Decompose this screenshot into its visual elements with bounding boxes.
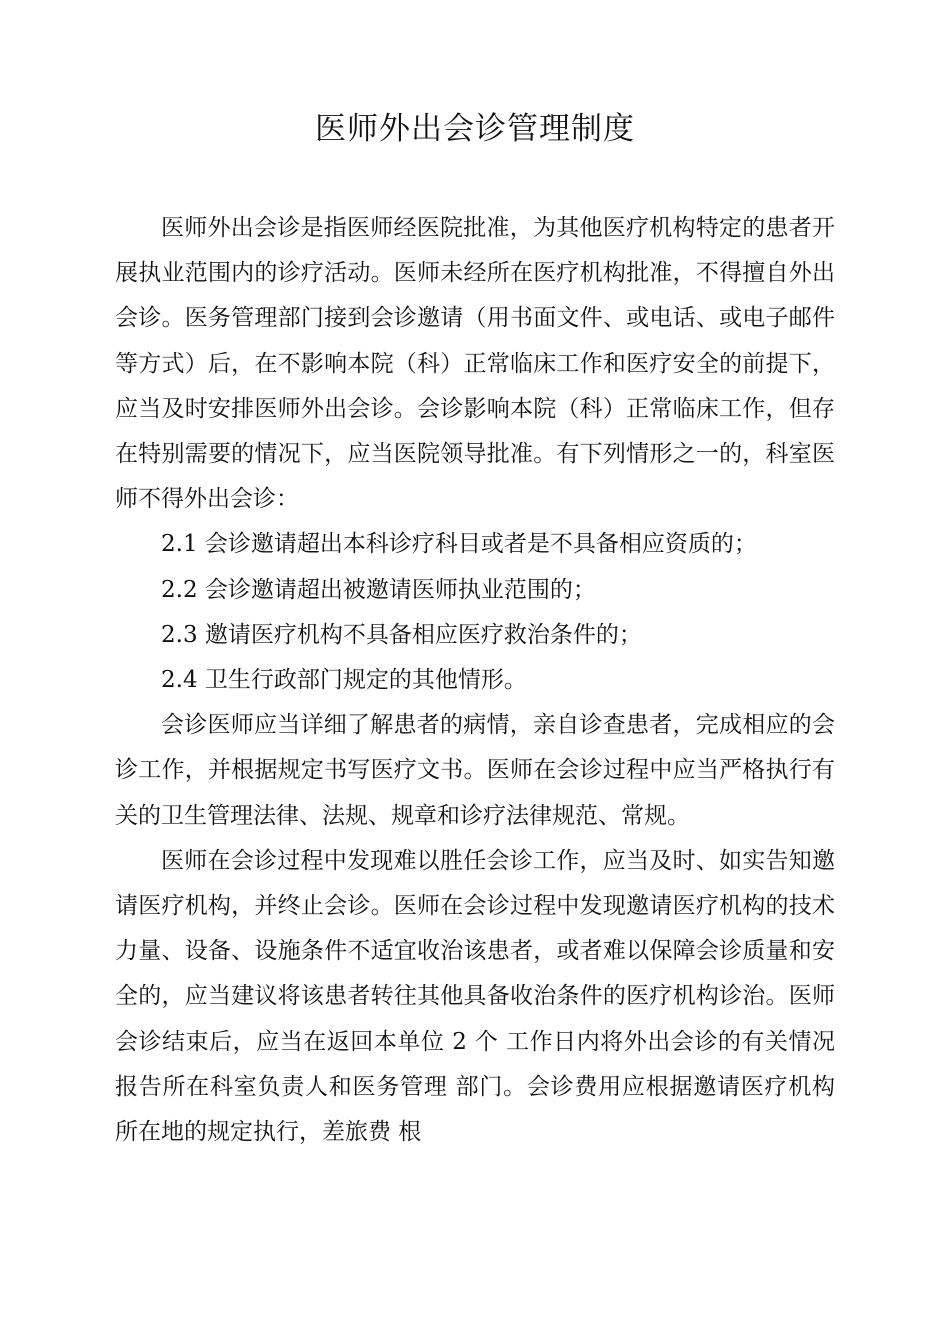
list-item-2-3: 2.3 邀请医疗机构不具备相应医疗救治条件的；: [161, 621, 642, 648]
list-item-2-4: 2.4 卫生行政部门规定的其他情形。: [161, 667, 527, 694]
document-title: 医师外出会诊管理制度: [315, 111, 635, 147]
list-item-2-1: 2.1 会诊邀请超出本科诊疗科目或者是不具备相应资质的；: [161, 531, 757, 558]
paragraph-consultation-termination: 医师在会诊过程中发现难以胜任会诊工作，应当及时、如实告知邀请医疗机构，并终止会诊。医师在会诊过程中发现邀请医疗机构的技术力量、设备、设施条件不适宜收治该患者，或者难以保障会诊质量和安全的，应当建议将该患者转往其他具备收治条件的医疗机构诊治。医师会诊结束后，应当在返回本单位 2 个 工作日内将外出会诊的有关情况报告所在科室负责人和医务管理 部门。会诊费用应根据邀请医疗机构所在地的规定执行，差旅费 根: [115, 847, 835, 1146]
paragraph-intro: 医师外出会诊是指医师经医院批准，为其他医疗机构特定的患者开展执业范围内的诊疗活动。医师未经所在医疗机构批准，不得擅自外出会诊。医务管理部门接到会诊邀请（用书面文件、或电话、或电子邮件等方式）后，在不影响本院（科）正常临床工作和医疗安全的前提下，应当及时安排医师外出会诊。会诊影响本院（科）正常临床工作，但存在特别需要的情况下，应当医院领导批准。有下列情形之一的，科室医师不得外出会诊：: [115, 215, 835, 513]
paragraph-consultation-duties: 会诊医师应当详细了解患者的病情，亲自诊查患者，完成相应的会诊工作，并根据规定书写医疗文书。医师在会诊过程中应当严格执行有关的卫生管理法律、法规、规章和诊疗法律规范、常规。: [115, 712, 835, 829]
document-body: [115, 206, 835, 1155]
list-item-2-2: 2.2 会诊邀请超出被邀请医师执业范围的；: [161, 576, 596, 603]
